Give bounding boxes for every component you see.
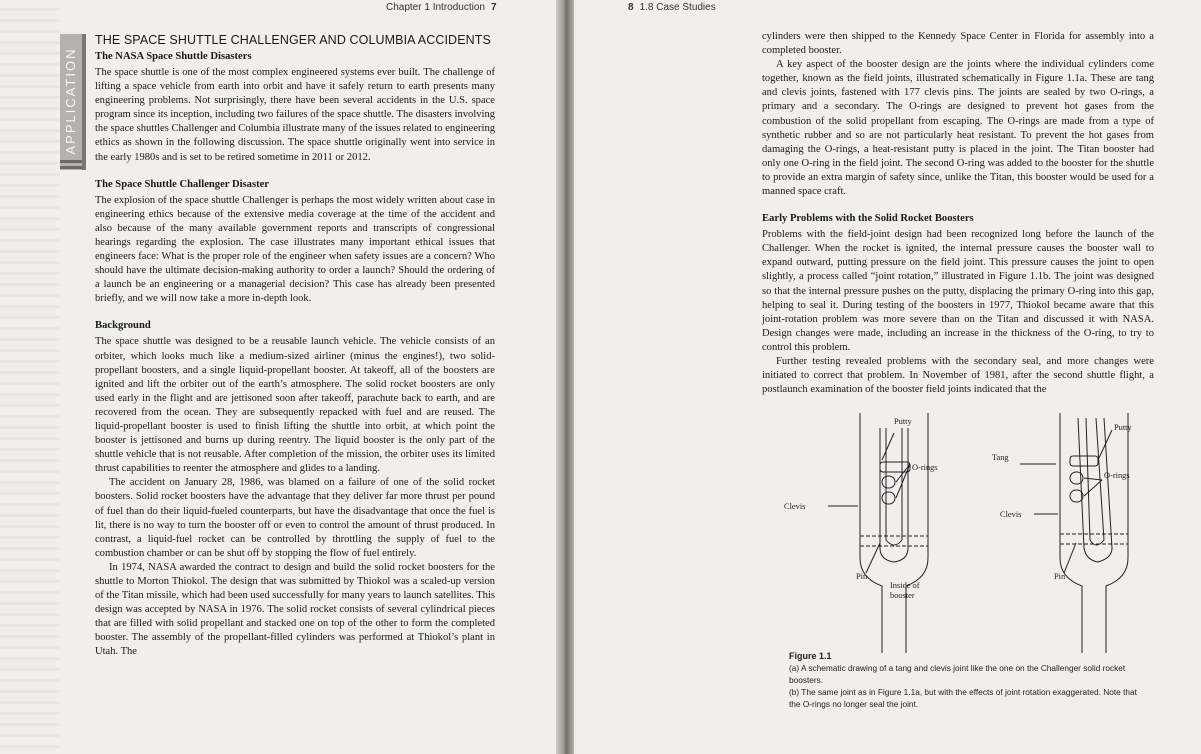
leader-line — [1084, 480, 1102, 496]
paragraph: A key aspect of the booster design are the joints where the individual cylinders come together, known as the field joints, illustrated schematically in Figure 1.1a. These are tang and clevis joints, fastened with 177 clevis pins. The joints are sealed by two O-rings, a primary and a secondary. The O-rings are designed to prevent hot gases from the combustion of the solid propellant from escaping. The O-rings are made from a type of synthetic rubber and so are not particularly heat resistant. To prevent the hot gases from damaging the O-rings, a heat-resistant putty is placed in the joint. The Titan booster had only one O-ring in the field joint. The second O-ring was added to the booster for the shuttle to provide an extra margin of safety since, unlike the Titan, this booster would be used for a manned space craft. — [762, 59, 1154, 198]
paragraph: The accident on January 28, 1986, was blamed on a failure of one of the solid rocket boosters. Solid rocket boosters have the advantage that they deliver far more thrust per pound of fuel than do their liquid-fueled counterparts, but have the disadvantage that once the fuel is lit, there is no way to turn the booster off or even to control the amount of thrust produced. In contrast, a liquid-fuel rocket can be controlled by throttling the supply of fuel to the combustion chamber or can be shut off by stopping the flow of fuel entirely. — [95, 477, 495, 559]
label-clevis-b: Clevis — [1000, 510, 1022, 519]
left-page-number: 7 — [490, 2, 497, 13]
oring-a-upper — [882, 476, 895, 488]
joint-b-tang-inner — [1086, 418, 1104, 545]
bleed-through-text — [0, 0, 60, 754]
chapter-title: THE SPACE SHUTTLE CHALLENGER AND COLUMBIA ACCIDENTS — [95, 33, 491, 47]
application-tab — [60, 34, 86, 170]
figure-number: Figure 1.1 — [789, 651, 832, 661]
left-running-head — [386, 2, 497, 13]
joint-a-inner-wall — [906, 413, 928, 653]
right-page — [574, 0, 1201, 754]
label-pin-a: Pin — [856, 572, 868, 581]
figure-caption — [789, 650, 1144, 710]
right-column — [762, 30, 1154, 397]
section-heading: Early Problems with the Solid Rocket Boosters — [762, 213, 974, 225]
oring-a-lower — [882, 492, 895, 504]
paragraph: The space shuttle is one of the most complex engineered systems ever built. The challenge of lifting a space vehicle from earth into orbit and have it safely return to earth presents many engineering problems. Not surprisingly, there have been several accidents in the U.S. space program since its inception, including two failures of the space shuttle. The disasters involving the space shuttles Challenger and Columbia illustrate many of the issues related to engineering ethics as shown in the following discussion. The space shuttle originally went into service in the early 1980s and is set to be retired sometime in 2011 or 2012. — [95, 67, 495, 163]
label-putty-a: Putty — [894, 417, 912, 426]
application-tab-label: APPLICATION — [63, 47, 78, 155]
paragraph: In 1974, NASA awarded the contract to design and build the solid rocket boosters for the shuttle to Morton Thiokol. The design that was submitted by Thiokol was a scaled-up version of the Titan missile, which had been used successfully for many years to launch satellites. This design was accepted by NASA in 1976. The solid rocket consists of several cylindrical pieces that are filled with solid propellant and stacked one on top of the other to form the completed booster. The assembly of the propellant-filled cylinders was performed at Thiokol’s plant in Utah. The — [95, 561, 495, 658]
section-heading: The Space Shuttle Challenger Disaster — [95, 178, 270, 190]
label-orings-b: O-rings — [1104, 471, 1130, 480]
joint-b-tang — [1078, 418, 1112, 562]
putty-b-shape — [1070, 456, 1098, 466]
leader-line — [1064, 543, 1076, 573]
section-heading: The NASA Space Shuttle Disasters — [95, 51, 252, 62]
joint-b-inner-wall — [1106, 413, 1128, 653]
paragraph: Problems with the field-joint design had been recognized long before the launch of the Challenger. When the rocket is ignited, the internal pressure causes the booster wall to expand outward, putting pressure on the field joint. This pressure causes the joint to open slightly, a process called “joint rotation,” illustrated in Figure 1.1b. The joint was designed so that the internal pressure pushes on the putty, displacing the primary O-ring into this gap, helping to seal it. During testing of the boosters in 1977, Thiokol became aware that this joint-rotation problem was more severe than on the Titan and discussed it with NASA. Design changes were made, including an increase in the thickness of the O-ring, to try to control this problem. — [762, 229, 1154, 353]
leader-line — [1099, 430, 1112, 458]
right-running-head — [628, 2, 716, 13]
left-column — [95, 33, 495, 660]
label-orings-a: O-rings — [912, 463, 938, 472]
joint-diagram — [782, 408, 1172, 658]
leader-line — [1084, 478, 1102, 480]
label-clevis-a: Clevis — [784, 502, 806, 511]
oring-b-lower — [1070, 490, 1083, 502]
book-gutter — [556, 0, 574, 754]
joint-a-outer-wall — [860, 413, 882, 653]
left-page — [0, 0, 556, 754]
tab-stripe — [60, 166, 82, 169]
leader-line — [882, 433, 894, 460]
figure-caption-b: (b) The same joint as in Figure 1.1a, but with the effects of joint rotation exaggerated. Note that the O-rings no longer seal the joint. — [789, 687, 1137, 709]
paragraph: The explosion of the space shuttle Challenger is perhaps the most widely written about case in engineering ethics because of the extensive media coverage at the time of the accident and also because of the many available government reports and transcripts of congressional hearings regarding the explosion. The case illustrates many important ethical issues that engineers face: What is the proper role of the engineer when safety issues are a concern? Who should have the ultimate decision-making authority to order a launch? Should the ordering of a launch be an engineering or a managerial decision? This case has already been presented briefly, and we will now take a more in-depth look. — [95, 194, 495, 305]
label-putty-b: Putty — [1114, 423, 1132, 432]
tab-stripe — [60, 160, 82, 163]
left-header-section: Chapter 1 Introduction — [386, 2, 485, 13]
leader-line — [866, 543, 880, 573]
right-page-number: 8 — [628, 2, 634, 13]
paragraph: The space shuttle was designed to be a reusable launch vehicle. The vehicle consists of an orbiter, which looks much like a medium-sized airliner (minus the engines!), two solid-propellant boosters, and a single liquid-propellant booster. At takeoff, all of the boosters are ignited and lift the orbiter out of the earth’s atmosphere. The solid rocket boosters are only used early in the flight and are jettisoned soon after takeoff, parachute back to earth, and are recovered from the ocean. They are subsequently repacked with fuel and are reused. The liquid-propellant booster is used to finish lifting the shuttle into orbit, at which point the booster is jettisoned and burns up during reentry. The liquid booster is the only part of the shuttle vehicle that is not reusable. After completion of the mission, the orbiter uses its limited thrust capabilities to reenter the atmosphere and glides to a landing. — [95, 336, 495, 475]
paragraph: Further testing revealed problems with the secondary seal, and more changes were initiated to correct that problem. In November of 1981, after the second shuttle flight, a postlaunch examination of the booster field joints indicated that the — [762, 355, 1154, 396]
right-header-section: 1.8 Case Studies — [639, 2, 716, 13]
section-heading: Background — [95, 320, 151, 332]
paragraph: cylinders were then shipped to the Kennedy Space Center in Florida for assembly into a completed booster. — [762, 31, 1154, 57]
joint-b-outer-wall — [1060, 413, 1082, 653]
label-inside: Inside of — [890, 581, 920, 590]
figure-caption-a: (a) A schematic drawing of a tang and clevis joint like the one on the Challenger solid rocket boosters. — [789, 663, 1126, 685]
label-booster: booster — [890, 591, 915, 600]
label-pin-b: Pin — [1054, 572, 1066, 581]
label-tang: Tang — [992, 453, 1009, 462]
